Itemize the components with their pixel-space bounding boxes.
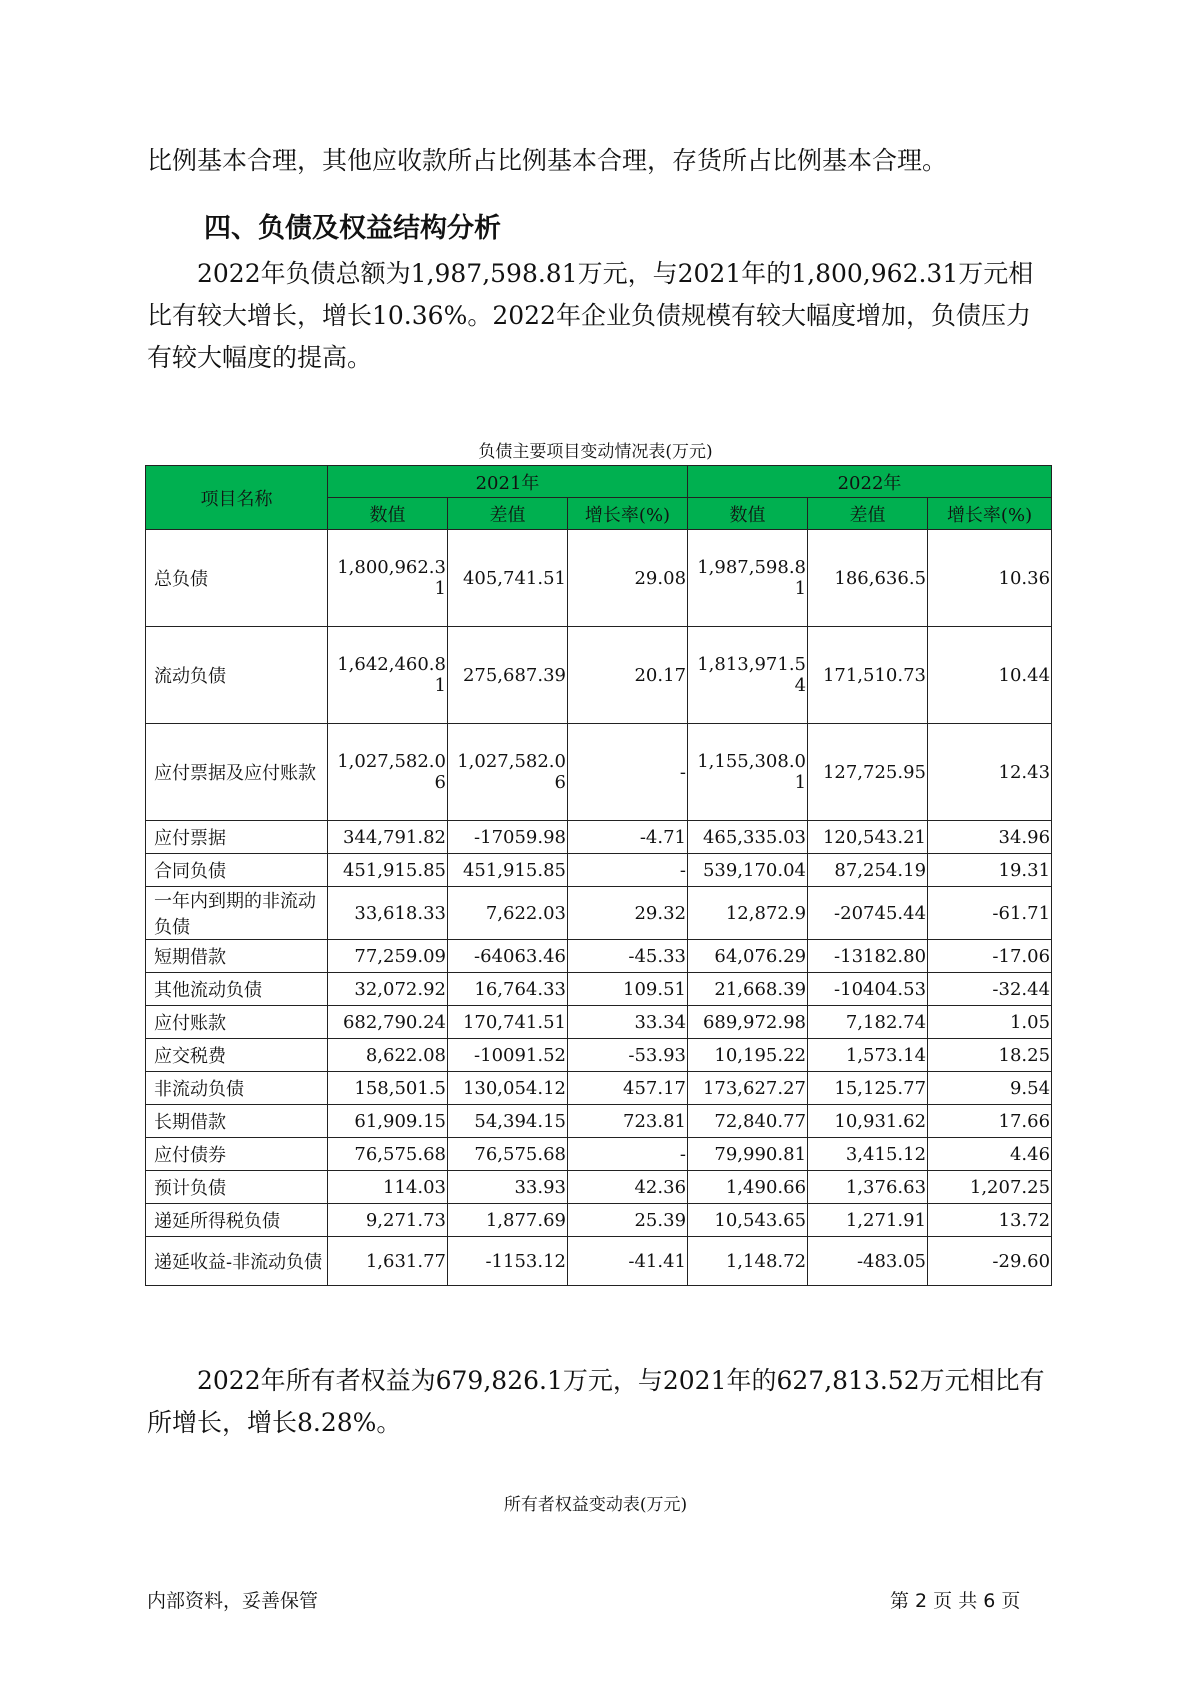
diff-2022-cell: 7,182.74 xyxy=(808,1006,928,1039)
value-2022-cell: 21,668.39 xyxy=(688,973,808,1006)
table-row xyxy=(146,1138,1052,1171)
value-2021-cell: 61,909.15 xyxy=(328,1105,448,1138)
value-2021-cell: 1,027,582.06 xyxy=(328,724,448,821)
equity-paragraph: 2022年所有者权益为679,826.1万元，与2021年的627,813.52万元相比有所增长，增长8.28%。 xyxy=(147,1366,1045,1437)
table-row xyxy=(146,821,1052,854)
diff-2022-cell: 3,415.12 xyxy=(808,1138,928,1171)
value-2021-cell: 682,790.24 xyxy=(328,1006,448,1039)
table-row xyxy=(146,1237,1052,1286)
value-2022-cell: 689,972.98 xyxy=(688,1006,808,1039)
table-row xyxy=(146,1072,1052,1105)
diff-2022-cell: -13182.80 xyxy=(808,940,928,973)
header-value-2021: 数值 xyxy=(328,498,448,530)
table-row xyxy=(146,854,1052,887)
rate-2021-cell: -41.41 xyxy=(568,1237,688,1286)
row-name-cell: 预计负债 xyxy=(146,1171,328,1204)
value-2021-cell: 9,271.73 xyxy=(328,1204,448,1237)
row-name-cell: 其他流动负债 xyxy=(146,973,328,1006)
diff-2022-cell: 127,725.95 xyxy=(808,724,928,821)
rate-2022-cell: 4.46 xyxy=(928,1138,1052,1171)
table-row xyxy=(146,627,1052,724)
rate-2022-cell: -61.71 xyxy=(928,887,1052,940)
diff-2022-cell: 1,271.91 xyxy=(808,1204,928,1237)
value-2021-cell: 1,642,460.81 xyxy=(328,627,448,724)
footer-confidential: 内部资料，妥善保管 xyxy=(147,1590,319,1612)
value-2022-cell: 79,990.81 xyxy=(688,1138,808,1171)
rate-2022-cell: 1,207.25 xyxy=(928,1171,1052,1204)
diff-2021-cell: 451,915.85 xyxy=(448,854,568,887)
diff-2022-cell: 120,543.21 xyxy=(808,821,928,854)
table-row xyxy=(146,1105,1052,1138)
header-rate-2021: 增长率(%) xyxy=(568,498,688,530)
value-2022-cell: 72,840.77 xyxy=(688,1105,808,1138)
liability-paragraph: 2022年负债总额为1,987,598.81万元，与2021年的1,800,962.31万元相比有较大增长，增长10.36%。2022年企业负债规模有较大幅度增加，负债压力有较大幅度的提高。 xyxy=(147,259,1034,372)
row-name-cell: 合同负债 xyxy=(146,854,328,887)
diff-2022-cell: 171,510.73 xyxy=(808,627,928,724)
rate-2021-cell: 25.39 xyxy=(568,1204,688,1237)
header-year-2021: 2021年 xyxy=(328,466,688,498)
row-name-cell: 应付票据及应付账款 xyxy=(146,724,328,821)
value-2022-cell: 539,170.04 xyxy=(688,854,808,887)
diff-2021-cell: 405,741.51 xyxy=(448,530,568,627)
rate-2021-cell: 457.17 xyxy=(568,1072,688,1105)
rate-2022-cell: 10.44 xyxy=(928,627,1052,724)
value-2021-cell: 1,800,962.31 xyxy=(328,530,448,627)
diff-2021-cell: 130,054.12 xyxy=(448,1072,568,1105)
table-row xyxy=(146,1006,1052,1039)
diff-2021-cell: -10091.52 xyxy=(448,1039,568,1072)
header-diff-2021: 差值 xyxy=(448,498,568,530)
header-diff-2022: 差值 xyxy=(808,498,928,530)
row-name-cell: 递延所得税负债 xyxy=(146,1204,328,1237)
rate-2021-cell: -45.33 xyxy=(568,940,688,973)
rate-2021-cell: 109.51 xyxy=(568,973,688,1006)
rate-2022-cell: 12.43 xyxy=(928,724,1052,821)
diff-2022-cell: 1,573.14 xyxy=(808,1039,928,1072)
rate-2021-cell: 723.81 xyxy=(568,1105,688,1138)
diff-2021-cell: 275,687.39 xyxy=(448,627,568,724)
value-2021-cell: 32,072.92 xyxy=(328,973,448,1006)
diff-2021-cell: 76,575.68 xyxy=(448,1138,568,1171)
rate-2021-cell: - xyxy=(568,1138,688,1171)
rate-2021-cell: -53.93 xyxy=(568,1039,688,1072)
diff-2022-cell: 15,125.77 xyxy=(808,1072,928,1105)
rate-2021-cell: 29.08 xyxy=(568,530,688,627)
value-2022-cell: 1,987,598.81 xyxy=(688,530,808,627)
diff-2021-cell: 16,764.33 xyxy=(448,973,568,1006)
rate-2022-cell: -32.44 xyxy=(928,973,1052,1006)
diff-2022-cell: -483.05 xyxy=(808,1237,928,1286)
diff-2021-cell: 1,027,582.06 xyxy=(448,724,568,821)
rate-2021-cell: 29.32 xyxy=(568,887,688,940)
rate-2021-cell: 33.34 xyxy=(568,1006,688,1039)
row-name-cell: 应付债券 xyxy=(146,1138,328,1171)
value-2021-cell: 1,631.77 xyxy=(328,1237,448,1286)
table-row xyxy=(146,887,1052,940)
rate-2022-cell: 10.36 xyxy=(928,530,1052,627)
header-item-name: 项目名称 xyxy=(146,466,328,530)
rate-2021-cell: - xyxy=(568,724,688,821)
table-row xyxy=(146,530,1052,627)
row-name-cell: 非流动负债 xyxy=(146,1072,328,1105)
row-name-cell: 应交税费 xyxy=(146,1039,328,1072)
diff-2021-cell: 7,622.03 xyxy=(448,887,568,940)
rate-2022-cell: 9.54 xyxy=(928,1072,1052,1105)
diff-2022-cell: 87,254.19 xyxy=(808,854,928,887)
value-2021-cell: 114.03 xyxy=(328,1171,448,1204)
table-row xyxy=(146,973,1052,1006)
row-name-cell: 流动负债 xyxy=(146,627,328,724)
value-2022-cell: 1,148.72 xyxy=(688,1237,808,1286)
rate-2022-cell: -17.06 xyxy=(928,940,1052,973)
diff-2021-cell: -17059.98 xyxy=(448,821,568,854)
table-row xyxy=(146,1204,1052,1237)
value-2022-cell: 64,076.29 xyxy=(688,940,808,973)
value-2021-cell: 158,501.5 xyxy=(328,1072,448,1105)
value-2022-cell: 1,490.66 xyxy=(688,1171,808,1204)
row-name-cell: 短期借款 xyxy=(146,940,328,973)
row-name-cell: 应付票据 xyxy=(146,821,328,854)
value-2022-cell: 10,195.22 xyxy=(688,1039,808,1072)
table-row xyxy=(146,940,1052,973)
rate-2022-cell: 13.72 xyxy=(928,1204,1052,1237)
value-2021-cell: 344,791.82 xyxy=(328,821,448,854)
diff-2021-cell: -1153.12 xyxy=(448,1237,568,1286)
table-row xyxy=(146,724,1052,821)
rate-2022-cell: -29.60 xyxy=(928,1237,1052,1286)
section-heading: 四、负债及权益结构分析 xyxy=(204,213,501,244)
value-2022-cell: 1,155,308.01 xyxy=(688,724,808,821)
table-caption: 负债主要项目变动情况表(万元) xyxy=(478,442,713,462)
table-row xyxy=(146,1171,1052,1204)
diff-2022-cell: -20745.44 xyxy=(808,887,928,940)
rate-2022-cell: 34.96 xyxy=(928,821,1052,854)
rate-2021-cell: 20.17 xyxy=(568,627,688,724)
rate-2022-cell: 19.31 xyxy=(928,854,1052,887)
value-2022-cell: 173,627.27 xyxy=(688,1072,808,1105)
value-2021-cell: 451,915.85 xyxy=(328,854,448,887)
table-row xyxy=(146,1039,1052,1072)
rate-2022-cell: 17.66 xyxy=(928,1105,1052,1138)
diff-2022-cell: 186,636.5 xyxy=(808,530,928,627)
value-2021-cell: 77,259.09 xyxy=(328,940,448,973)
diff-2021-cell: 33.93 xyxy=(448,1171,568,1204)
value-2021-cell: 33,618.33 xyxy=(328,887,448,940)
header-year-2022: 2022年 xyxy=(688,466,1052,498)
value-2022-cell: 465,335.03 xyxy=(688,821,808,854)
rate-2021-cell: - xyxy=(568,854,688,887)
intro-line: 比例基本合理，其他应收款所占比例基本合理，存货所占比例基本合理。 xyxy=(147,146,948,175)
diff-2021-cell: -64063.46 xyxy=(448,940,568,973)
rate-2022-cell: 1.05 xyxy=(928,1006,1052,1039)
rate-2021-cell: 42.36 xyxy=(568,1171,688,1204)
rate-2022-cell: 18.25 xyxy=(928,1039,1052,1072)
diff-2021-cell: 54,394.15 xyxy=(448,1105,568,1138)
value-2022-cell: 1,813,971.54 xyxy=(688,627,808,724)
header-value-2022: 数值 xyxy=(688,498,808,530)
value-2021-cell: 76,575.68 xyxy=(328,1138,448,1171)
diff-2022-cell: 1,376.63 xyxy=(808,1171,928,1204)
diff-2021-cell: 1,877.69 xyxy=(448,1204,568,1237)
diff-2021-cell: 170,741.51 xyxy=(448,1006,568,1039)
equity-caption: 所有者权益变动表(万元) xyxy=(503,1495,688,1515)
row-name-cell: 一年内到期的非流动负债 xyxy=(146,887,328,940)
row-name-cell: 递延收益-非流动负债 xyxy=(146,1237,328,1286)
liability-table xyxy=(145,465,1052,1286)
diff-2022-cell: 10,931.62 xyxy=(808,1105,928,1138)
rate-2021-cell: -4.71 xyxy=(568,821,688,854)
row-name-cell: 长期借款 xyxy=(146,1105,328,1138)
value-2022-cell: 12,872.9 xyxy=(688,887,808,940)
row-name-cell: 应付账款 xyxy=(146,1006,328,1039)
header-rate-2022: 增长率(%) xyxy=(928,498,1052,530)
diff-2022-cell: -10404.53 xyxy=(808,973,928,1006)
value-2021-cell: 8,622.08 xyxy=(328,1039,448,1072)
value-2022-cell: 10,543.65 xyxy=(688,1204,808,1237)
footer-page-number: 第 2 页 共 6 页 xyxy=(890,1590,1021,1612)
row-name-cell: 总负债 xyxy=(146,530,328,627)
